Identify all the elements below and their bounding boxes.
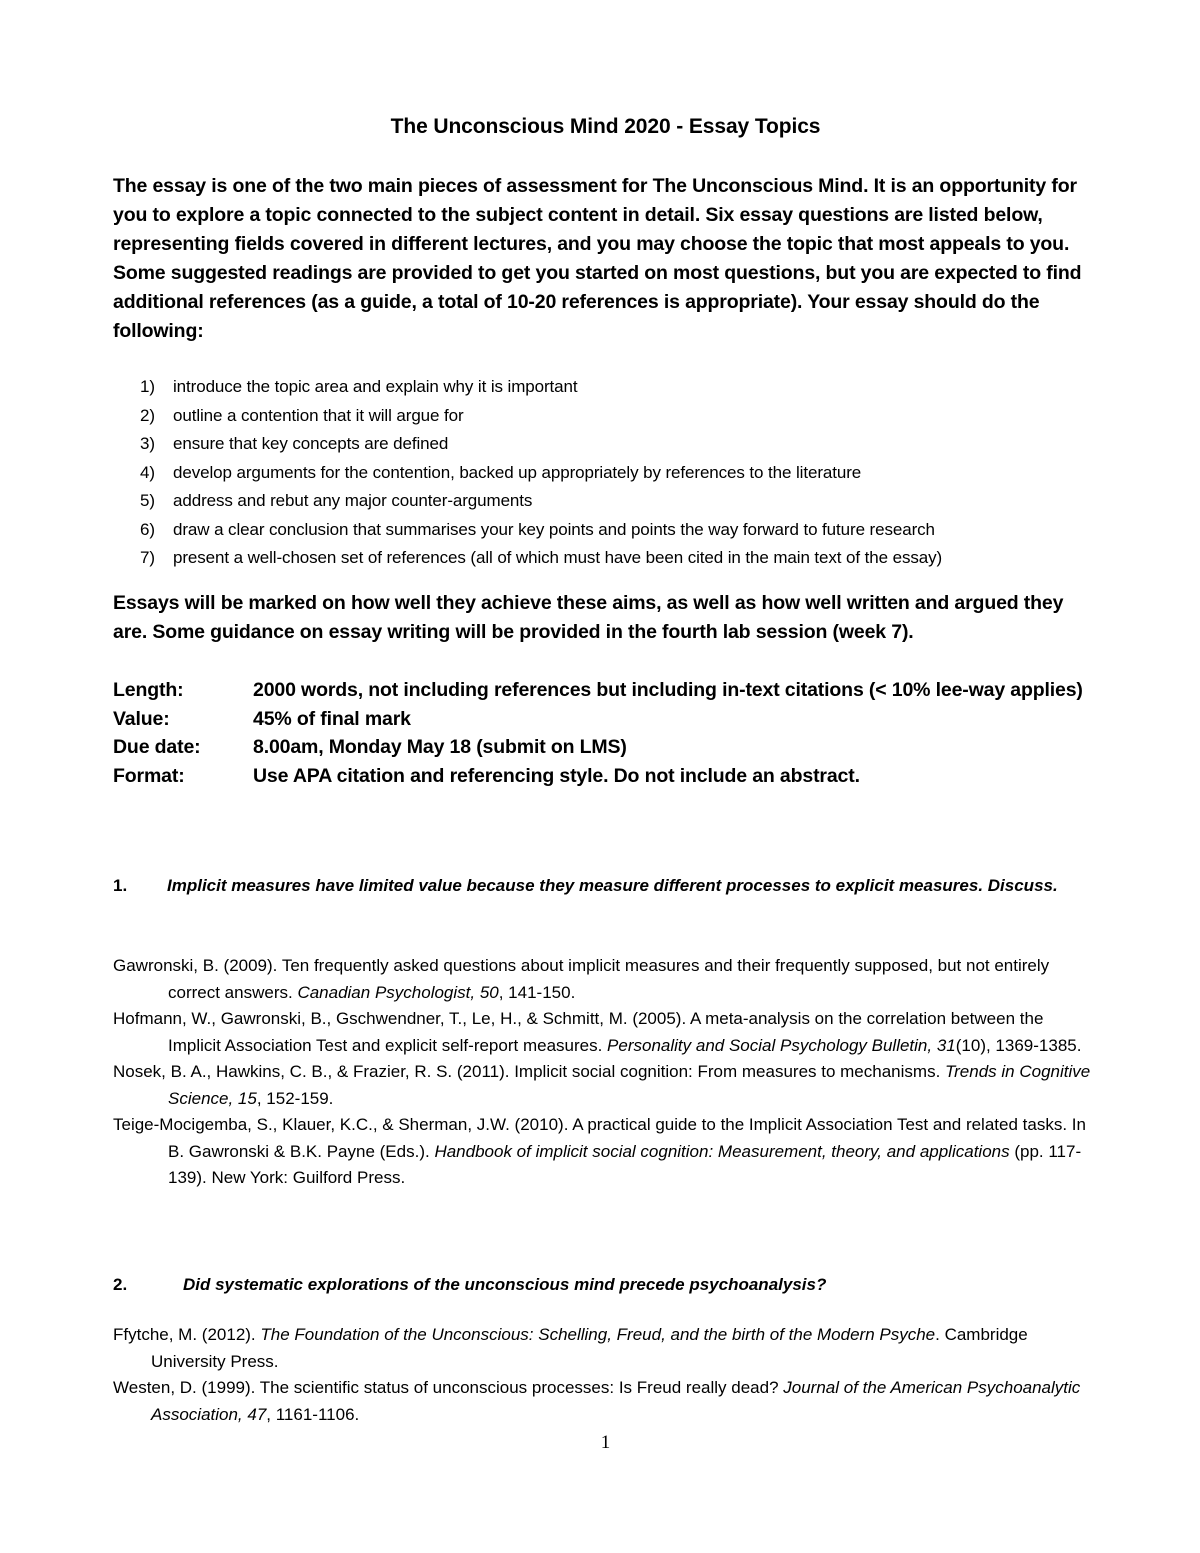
topic-number: 2.	[113, 1275, 128, 1294]
reference-pages: (pp. 117-139). New York: Guilford Press.	[168, 1141, 1082, 1187]
topic-number: 1.	[113, 876, 128, 895]
reference-entry	[113, 1006, 1098, 1059]
detail-label: Value:	[113, 707, 170, 730]
reading-list	[113, 1322, 1098, 1428]
aim-item	[113, 516, 1098, 545]
marking-text: Essays will be marked on how well they achieve these aims, as well as how well written and argued they are. Some guidance on essay writing will be provided in the fourth lab session (week 7).	[113, 592, 1064, 643]
page-number: 1	[600, 1432, 611, 1453]
detail-value: Use APA citation and referencing style. Do not include an abstract.	[253, 764, 860, 787]
aim-text: present a well-chosen set of references (all of which must have been cited in the main text of the essay)	[173, 548, 943, 567]
intro-paragraph	[113, 172, 1098, 346]
reference-entry	[113, 1322, 1098, 1375]
detail-row-value	[113, 705, 1098, 734]
detail-row-due-date	[113, 733, 1098, 762]
reference-pages: , 141-150.	[498, 982, 576, 1002]
aim-text: ensure that key concepts are defined	[173, 434, 449, 453]
detail-label: Due date:	[113, 736, 201, 758]
reference-text: Nosek, B. A., Hawkins, C. B., & Frazier, R. S. (2011). Implicit social cognition: From measures to mechanisms.	[113, 1062, 946, 1081]
aim-text: outline a contention that it will argue for	[173, 405, 464, 425]
reference-source: Handbook of implicit social cognition: Measurement, theory, and applications	[434, 1141, 1010, 1161]
reference-entry	[113, 1059, 1098, 1112]
reference-entry	[113, 1375, 1098, 1428]
reference-source: Canadian Psychologist, 50	[297, 982, 499, 1002]
reference-text: Hofmann, W., Gawronski, B., Gschwendner, T., Le, H., & Schmitt, M. (2005). A meta-analysis on the correlation between the Implicit Association Test and explicit self-report measures.	[113, 1009, 1044, 1055]
aim-number: 1)	[140, 377, 155, 396]
reference-pages: . Cambridge University Press.	[151, 1325, 1028, 1371]
topic-question	[113, 1272, 1098, 1297]
reference-text: Gawronski, B. (2009). Ten frequently asked questions about implicit measures and their frequently supposed, but not entirely correct answers.	[113, 956, 1050, 1002]
reference-text: Westen, D. (1999). The scientific status of unconscious processes: Is Freud really dead?	[113, 1378, 784, 1397]
aim-text: develop arguments for the contention, backed up appropriately by references to the literature	[173, 462, 862, 482]
detail-value: 8.00am, Monday May 18 (submit on LMS)	[253, 736, 627, 758]
aim-text: draw a clear conclusion that summarises your key points and points the way forward to future research	[173, 519, 935, 539]
aim-item	[113, 459, 1098, 488]
reference-pages: (10), 1369-1385.	[955, 1035, 1082, 1055]
detail-label: Format:	[113, 764, 185, 787]
aim-item	[113, 402, 1098, 431]
aim-number: 5)	[140, 491, 155, 510]
reference-source: Personality and Social Psychology Bulletin, 31	[607, 1035, 956, 1055]
aim-item	[113, 487, 1098, 516]
aim-item	[113, 373, 1098, 402]
detail-row-length	[113, 676, 1098, 705]
reading-list	[113, 953, 1098, 1192]
aim-number: 2)	[140, 405, 155, 425]
reference-entry	[113, 953, 1098, 1006]
topic-question	[113, 873, 1098, 898]
aim-text: introduce the topic area and explain why it is important	[173, 377, 578, 396]
intro-text: The essay is one of the two main pieces of assessment for The Unconscious Mind. It is an opportunity for you to explore a topic connected to the subject content in detail. Six essay questions are listed below, representing fields covered in different lectures, and you may choose the topic that most appeals to you. Some suggested readings are provided to get you started on most questions, but you are expected to find additional references (as a guide, a total of 10-20 references is appropriate). Your essay should do the following:	[113, 175, 1082, 342]
reference-text: Ffytche, M. (2012).	[113, 1325, 261, 1344]
reference-source: Journal of the American Psychoanalytic Association, 47	[151, 1378, 1081, 1424]
reference-source: Trends in Cognitive Science, 15	[168, 1062, 1091, 1108]
topic-question-text: Did systematic explorations of the unconscious mind precede psychoanalysis?	[183, 1275, 827, 1294]
aim-number: 3)	[140, 434, 155, 453]
aim-number: 4)	[140, 462, 155, 482]
detail-label: Length:	[113, 679, 184, 701]
detail-value: 2000 words, not including references but including in-text citations (< 10% lee-way applies)	[253, 679, 1083, 701]
aims-list	[113, 373, 1098, 573]
topic-question-text: Implicit measures have limited value because they measure different processes to explicit measures. Discuss.	[167, 876, 1058, 895]
detail-row-format	[113, 762, 1098, 791]
reference-entry	[113, 1112, 1098, 1192]
detail-value: 45% of final mark	[253, 707, 411, 730]
reference-source: The Foundation of the Unconscious: Schelling, Freud, and the birth of the Modern Psyche	[260, 1325, 936, 1344]
reference-pages: , 1161-1106.	[266, 1404, 360, 1424]
aim-number: 6)	[140, 519, 155, 539]
reference-pages: , 152-159.	[256, 1088, 334, 1108]
reference-text: Teige-Mocigemba, S., Klauer, K.C., & Sherman, J.W. (2010). A practical guide to the Implicit Association Test and related tasks. In B. Gawronski & B.K. Payne (Eds.).	[113, 1115, 1086, 1161]
aim-item	[113, 430, 1098, 459]
aim-text: address and rebut any major counter-arguments	[173, 491, 533, 510]
marking-paragraph	[113, 589, 1098, 647]
assessment-details	[113, 676, 1098, 790]
document-title: The Unconscious Mind 2020 - Essay Topics	[390, 115, 821, 138]
aim-number: 7)	[140, 548, 155, 567]
aim-item	[113, 544, 1098, 573]
